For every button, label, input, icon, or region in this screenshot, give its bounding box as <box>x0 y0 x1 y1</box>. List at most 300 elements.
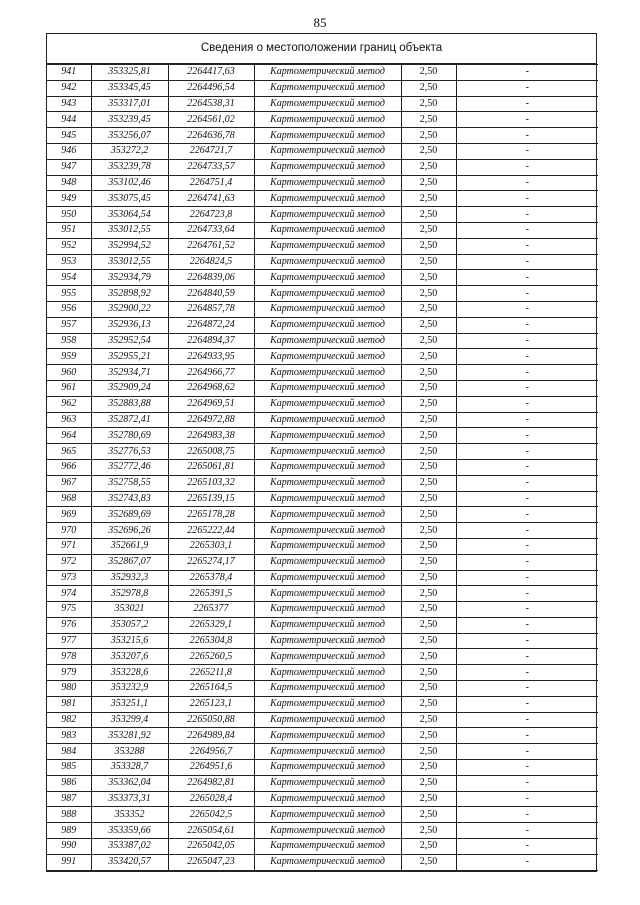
x-coordinate-cell: 353215,6 <box>91 633 168 649</box>
point-number-cell: 949 <box>47 191 91 207</box>
point-number-cell: 957 <box>47 317 91 333</box>
y-coordinate-cell: 2264840,59 <box>168 286 254 302</box>
accuracy-cell: 2,50 <box>401 854 456 870</box>
x-coordinate-cell: 353256,07 <box>91 128 168 144</box>
table-row <box>47 191 598 207</box>
point-number-cell: 986 <box>47 775 91 791</box>
table-row <box>47 459 598 475</box>
table-row <box>47 839 598 855</box>
method-cell: Картометрический метод <box>254 775 401 791</box>
x-coordinate-cell: 352872,41 <box>91 412 168 428</box>
y-coordinate-cell: 2264894,37 <box>168 333 254 349</box>
y-coordinate-cell: 2264839,06 <box>168 270 254 286</box>
x-coordinate-cell: 353207,6 <box>91 649 168 665</box>
table-row <box>47 696 598 712</box>
x-coordinate-cell: 353359,66 <box>91 823 168 839</box>
note-cell: - <box>456 191 598 207</box>
note-cell: - <box>456 65 598 81</box>
y-coordinate-cell: 2264733,57 <box>168 159 254 175</box>
point-number-cell: 991 <box>47 854 91 870</box>
method-cell: Картометрический метод <box>254 554 401 570</box>
x-coordinate-cell: 352932,3 <box>91 570 168 586</box>
accuracy-cell: 2,50 <box>401 459 456 475</box>
table-row <box>47 744 598 760</box>
note-cell: - <box>456 696 598 712</box>
x-coordinate-cell: 353325,81 <box>91 65 168 81</box>
accuracy-cell: 2,50 <box>401 475 456 491</box>
accuracy-cell: 2,50 <box>401 143 456 159</box>
x-coordinate-cell: 352776,53 <box>91 444 168 460</box>
boundary-table-sheet <box>46 33 597 872</box>
point-number-cell: 965 <box>47 444 91 460</box>
y-coordinate-cell: 2264983,38 <box>168 428 254 444</box>
point-number-cell: 953 <box>47 254 91 270</box>
point-number-cell: 950 <box>47 207 91 223</box>
note-cell: - <box>456 428 598 444</box>
table-row <box>47 475 598 491</box>
table-row <box>47 412 598 428</box>
x-coordinate-cell: 353420,57 <box>91 854 168 870</box>
y-coordinate-cell: 2265274,17 <box>168 554 254 570</box>
note-cell: - <box>456 175 598 191</box>
table-row <box>47 602 598 618</box>
y-coordinate-cell: 2264496,54 <box>168 80 254 96</box>
point-number-cell: 990 <box>47 839 91 855</box>
method-cell: Картометрический метод <box>254 270 401 286</box>
accuracy-cell: 2,50 <box>401 617 456 633</box>
note-cell: - <box>456 444 598 460</box>
point-number-cell: 946 <box>47 143 91 159</box>
table-row <box>47 238 598 254</box>
accuracy-cell: 2,50 <box>401 412 456 428</box>
table-row <box>47 254 598 270</box>
method-cell: Картометрический метод <box>254 365 401 381</box>
accuracy-cell: 2,50 <box>401 633 456 649</box>
accuracy-cell: 2,50 <box>401 396 456 412</box>
accuracy-cell: 2,50 <box>401 570 456 586</box>
note-cell: - <box>456 586 598 602</box>
method-cell: Картометрический метод <box>254 349 401 365</box>
note-cell: - <box>456 270 598 286</box>
accuracy-cell: 2,50 <box>401 444 456 460</box>
point-number-cell: 962 <box>47 396 91 412</box>
table-row <box>47 207 598 223</box>
page-number: 85 <box>313 15 327 30</box>
method-cell: Картометрический метод <box>254 602 401 618</box>
method-cell: Картометрический метод <box>254 80 401 96</box>
x-coordinate-cell: 353251,1 <box>91 696 168 712</box>
y-coordinate-cell: 2265050,88 <box>168 712 254 728</box>
table-row <box>47 491 598 507</box>
point-number-cell: 970 <box>47 523 91 539</box>
note-cell: - <box>456 301 598 317</box>
point-number-cell: 980 <box>47 681 91 697</box>
method-cell: Картометрический метод <box>254 491 401 507</box>
x-coordinate-cell: 353299,4 <box>91 712 168 728</box>
x-coordinate-cell: 353239,45 <box>91 112 168 128</box>
method-cell: Картометрический метод <box>254 238 401 254</box>
x-coordinate-cell: 352696,26 <box>91 523 168 539</box>
table-row <box>47 712 598 728</box>
x-coordinate-cell: 352936,13 <box>91 317 168 333</box>
x-coordinate-cell: 352772,46 <box>91 459 168 475</box>
point-number-cell: 981 <box>47 696 91 712</box>
point-number-cell: 956 <box>47 301 91 317</box>
x-coordinate-cell: 352909,24 <box>91 380 168 396</box>
method-cell: Картометрический метод <box>254 823 401 839</box>
method-cell: Картометрический метод <box>254 444 401 460</box>
point-number-cell: 945 <box>47 128 91 144</box>
x-coordinate-cell: 352689,69 <box>91 507 168 523</box>
x-coordinate-cell: 353345,45 <box>91 80 168 96</box>
x-coordinate-cell: 352758,55 <box>91 475 168 491</box>
accuracy-cell: 2,50 <box>401 80 456 96</box>
table-row <box>47 507 598 523</box>
point-number-cell: 960 <box>47 365 91 381</box>
point-number-cell: 978 <box>47 649 91 665</box>
point-number-cell: 988 <box>47 807 91 823</box>
note-cell: - <box>456 538 598 554</box>
accuracy-cell: 2,50 <box>401 665 456 681</box>
point-number-cell: 972 <box>47 554 91 570</box>
point-number-cell: 943 <box>47 96 91 112</box>
x-coordinate-cell: 353328,7 <box>91 760 168 776</box>
y-coordinate-cell: 2264561,02 <box>168 112 254 128</box>
note-cell: - <box>456 760 598 776</box>
method-cell: Картометрический метод <box>254 159 401 175</box>
method-cell: Картометрический метод <box>254 839 401 855</box>
accuracy-cell: 2,50 <box>401 681 456 697</box>
y-coordinate-cell: 2264723,8 <box>168 207 254 223</box>
note-cell: - <box>456 286 598 302</box>
table-row <box>47 333 598 349</box>
note-cell: - <box>456 744 598 760</box>
y-coordinate-cell: 2264417,63 <box>168 65 254 81</box>
table-row <box>47 681 598 697</box>
table-row <box>47 523 598 539</box>
accuracy-cell: 2,50 <box>401 112 456 128</box>
x-coordinate-cell: 353012,55 <box>91 254 168 270</box>
y-coordinate-cell: 2265139,15 <box>168 491 254 507</box>
note-cell: - <box>456 728 598 744</box>
x-coordinate-cell: 352661,9 <box>91 538 168 554</box>
point-number-cell: 941 <box>47 65 91 81</box>
accuracy-cell: 2,50 <box>401 760 456 776</box>
method-cell: Картометрический метод <box>254 507 401 523</box>
point-number-cell: 958 <box>47 333 91 349</box>
method-cell: Картометрический метод <box>254 681 401 697</box>
note-cell: - <box>456 507 598 523</box>
point-number-cell: 944 <box>47 112 91 128</box>
y-coordinate-cell: 2265164,5 <box>168 681 254 697</box>
point-number-cell: 976 <box>47 617 91 633</box>
note-cell: - <box>456 365 598 381</box>
note-cell: - <box>456 143 598 159</box>
point-number-cell: 982 <box>47 712 91 728</box>
accuracy-cell: 2,50 <box>401 238 456 254</box>
y-coordinate-cell: 2265329,1 <box>168 617 254 633</box>
x-coordinate-cell: 352883,88 <box>91 396 168 412</box>
x-coordinate-cell: 353012,55 <box>91 222 168 238</box>
table-row <box>47 760 598 776</box>
method-cell: Картометрический метод <box>254 380 401 396</box>
method-cell: Картометрический метод <box>254 649 401 665</box>
accuracy-cell: 2,50 <box>401 823 456 839</box>
note-cell: - <box>456 839 598 855</box>
method-cell: Картометрический метод <box>254 412 401 428</box>
x-coordinate-cell: 353057,2 <box>91 617 168 633</box>
point-number-cell: 979 <box>47 665 91 681</box>
method-cell: Картометрический метод <box>254 633 401 649</box>
accuracy-cell: 2,50 <box>401 191 456 207</box>
accuracy-cell: 2,50 <box>401 507 456 523</box>
method-cell: Картометрический метод <box>254 665 401 681</box>
note-cell: - <box>456 254 598 270</box>
accuracy-cell: 2,50 <box>401 744 456 760</box>
boundary-points-table <box>47 64 598 871</box>
method-cell: Картометрический метод <box>254 570 401 586</box>
y-coordinate-cell: 2264751,4 <box>168 175 254 191</box>
point-number-cell: 959 <box>47 349 91 365</box>
y-coordinate-cell: 2265378,4 <box>168 570 254 586</box>
note-cell: - <box>456 681 598 697</box>
y-coordinate-cell: 2265061,81 <box>168 459 254 475</box>
note-cell: - <box>456 823 598 839</box>
accuracy-cell: 2,50 <box>401 712 456 728</box>
method-cell: Картометрический метод <box>254 254 401 270</box>
method-cell: Картометрический метод <box>254 96 401 112</box>
note-cell: - <box>456 475 598 491</box>
table-row <box>47 112 598 128</box>
y-coordinate-cell: 2264824,5 <box>168 254 254 270</box>
accuracy-cell: 2,50 <box>401 175 456 191</box>
table-row <box>47 159 598 175</box>
table-row <box>47 80 598 96</box>
method-cell: Картометрический метод <box>254 523 401 539</box>
table-row <box>47 301 598 317</box>
point-number-cell: 971 <box>47 538 91 554</box>
x-coordinate-cell: 352955,21 <box>91 349 168 365</box>
note-cell: - <box>456 333 598 349</box>
y-coordinate-cell: 2265211,8 <box>168 665 254 681</box>
x-coordinate-cell: 352900,22 <box>91 301 168 317</box>
table-row <box>47 538 598 554</box>
point-number-cell: 977 <box>47 633 91 649</box>
x-coordinate-cell: 353352 <box>91 807 168 823</box>
x-coordinate-cell: 353387,02 <box>91 839 168 855</box>
table-row <box>47 286 598 302</box>
method-cell: Картометрический метод <box>254 617 401 633</box>
note-cell: - <box>456 633 598 649</box>
x-coordinate-cell: 353232,9 <box>91 681 168 697</box>
y-coordinate-cell: 2264989,84 <box>168 728 254 744</box>
accuracy-cell: 2,50 <box>401 254 456 270</box>
note-cell: - <box>456 412 598 428</box>
x-coordinate-cell: 353064,54 <box>91 207 168 223</box>
accuracy-cell: 2,50 <box>401 538 456 554</box>
table-row <box>47 143 598 159</box>
table-row <box>47 396 598 412</box>
table-row <box>47 365 598 381</box>
method-cell: Картометрический метод <box>254 191 401 207</box>
accuracy-cell: 2,50 <box>401 96 456 112</box>
x-coordinate-cell: 353239,78 <box>91 159 168 175</box>
x-coordinate-cell: 352898,92 <box>91 286 168 302</box>
x-coordinate-cell: 352994,52 <box>91 238 168 254</box>
point-number-cell: 975 <box>47 602 91 618</box>
note-cell: - <box>456 459 598 475</box>
point-number-cell: 955 <box>47 286 91 302</box>
y-coordinate-cell: 2265304,8 <box>168 633 254 649</box>
point-number-cell: 969 <box>47 507 91 523</box>
table-row <box>47 444 598 460</box>
point-number-cell: 964 <box>47 428 91 444</box>
table-row <box>47 428 598 444</box>
note-cell: - <box>456 112 598 128</box>
y-coordinate-cell: 2264721,7 <box>168 143 254 159</box>
x-coordinate-cell: 353317,01 <box>91 96 168 112</box>
method-cell: Картометрический метод <box>254 333 401 349</box>
point-number-cell: 984 <box>47 744 91 760</box>
accuracy-cell: 2,50 <box>401 159 456 175</box>
method-cell: Картометрический метод <box>254 854 401 870</box>
accuracy-cell: 2,50 <box>401 491 456 507</box>
accuracy-cell: 2,50 <box>401 380 456 396</box>
note-cell: - <box>456 96 598 112</box>
x-coordinate-cell: 352867,07 <box>91 554 168 570</box>
y-coordinate-cell: 2265178,28 <box>168 507 254 523</box>
method-cell: Картометрический метод <box>254 728 401 744</box>
y-coordinate-cell: 2264982,81 <box>168 775 254 791</box>
y-coordinate-cell: 2265391,5 <box>168 586 254 602</box>
table-row <box>47 128 598 144</box>
method-cell: Картометрический метод <box>254 301 401 317</box>
y-coordinate-cell: 2264933,95 <box>168 349 254 365</box>
y-coordinate-cell: 2264538,31 <box>168 96 254 112</box>
x-coordinate-cell: 352934,79 <box>91 270 168 286</box>
x-coordinate-cell: 352780,69 <box>91 428 168 444</box>
y-coordinate-cell: 2265054,61 <box>168 823 254 839</box>
accuracy-cell: 2,50 <box>401 222 456 238</box>
note-cell: - <box>456 380 598 396</box>
method-cell: Картометрический метод <box>254 286 401 302</box>
table-row <box>47 570 598 586</box>
x-coordinate-cell: 353075,45 <box>91 191 168 207</box>
table-row <box>47 554 598 570</box>
note-cell: - <box>456 317 598 333</box>
method-cell: Картометрический метод <box>254 112 401 128</box>
method-cell: Картометрический метод <box>254 65 401 81</box>
x-coordinate-cell: 353362,04 <box>91 775 168 791</box>
note-cell: - <box>456 159 598 175</box>
note-cell: - <box>456 649 598 665</box>
point-number-cell: 967 <box>47 475 91 491</box>
note-cell: - <box>456 523 598 539</box>
point-number-cell: 947 <box>47 159 91 175</box>
y-coordinate-cell: 2264872,24 <box>168 317 254 333</box>
method-cell: Картометрический метод <box>254 143 401 159</box>
note-cell: - <box>456 602 598 618</box>
note-cell: - <box>456 775 598 791</box>
table-row <box>47 222 598 238</box>
table-row <box>47 380 598 396</box>
point-number-cell: 948 <box>47 175 91 191</box>
x-coordinate-cell: 353281,92 <box>91 728 168 744</box>
method-cell: Картометрический метод <box>254 207 401 223</box>
accuracy-cell: 2,50 <box>401 775 456 791</box>
table-row <box>47 317 598 333</box>
accuracy-cell: 2,50 <box>401 696 456 712</box>
y-coordinate-cell: 2264966,77 <box>168 365 254 381</box>
note-cell: - <box>456 222 598 238</box>
y-coordinate-cell: 2264636,78 <box>168 128 254 144</box>
note-cell: - <box>456 791 598 807</box>
accuracy-cell: 2,50 <box>401 128 456 144</box>
table-row <box>47 775 598 791</box>
method-cell: Картометрический метод <box>254 586 401 602</box>
y-coordinate-cell: 2265028,4 <box>168 791 254 807</box>
point-number-cell: 983 <box>47 728 91 744</box>
x-coordinate-cell: 353373,31 <box>91 791 168 807</box>
x-coordinate-cell: 353272,2 <box>91 143 168 159</box>
point-number-cell: 987 <box>47 791 91 807</box>
method-cell: Картометрический метод <box>254 317 401 333</box>
y-coordinate-cell: 2264761,52 <box>168 238 254 254</box>
y-coordinate-cell: 2265042,5 <box>168 807 254 823</box>
table-title: Сведения о местоположении границ объекта <box>47 34 596 64</box>
y-coordinate-cell: 2265303,1 <box>168 538 254 554</box>
x-coordinate-cell: 353021 <box>91 602 168 618</box>
table-row <box>47 633 598 649</box>
accuracy-cell: 2,50 <box>401 839 456 855</box>
table-row <box>47 175 598 191</box>
y-coordinate-cell: 2265123,1 <box>168 696 254 712</box>
x-coordinate-cell: 352978,8 <box>91 586 168 602</box>
point-number-cell: 985 <box>47 760 91 776</box>
point-number-cell: 973 <box>47 570 91 586</box>
method-cell: Картометрический метод <box>254 396 401 412</box>
table-row <box>47 791 598 807</box>
accuracy-cell: 2,50 <box>401 586 456 602</box>
point-number-cell: 974 <box>47 586 91 602</box>
note-cell: - <box>456 396 598 412</box>
point-number-cell: 968 <box>47 491 91 507</box>
note-cell: - <box>456 570 598 586</box>
point-number-cell: 942 <box>47 80 91 96</box>
note-cell: - <box>456 617 598 633</box>
method-cell: Картометрический метод <box>254 222 401 238</box>
x-coordinate-cell: 352743,83 <box>91 491 168 507</box>
table-row <box>47 807 598 823</box>
method-cell: Картометрический метод <box>254 712 401 728</box>
point-number-cell: 951 <box>47 222 91 238</box>
accuracy-cell: 2,50 <box>401 301 456 317</box>
table-row <box>47 586 598 602</box>
table-row <box>47 65 598 81</box>
table-row <box>47 96 598 112</box>
y-coordinate-cell: 2264956,7 <box>168 744 254 760</box>
table-row <box>47 665 598 681</box>
accuracy-cell: 2,50 <box>401 649 456 665</box>
y-coordinate-cell: 2264951,6 <box>168 760 254 776</box>
table-row <box>47 349 598 365</box>
method-cell: Картометрический метод <box>254 696 401 712</box>
y-coordinate-cell: 2265047,23 <box>168 854 254 870</box>
note-cell: - <box>456 712 598 728</box>
accuracy-cell: 2,50 <box>401 286 456 302</box>
y-coordinate-cell: 2264733,64 <box>168 222 254 238</box>
x-coordinate-cell: 352952,54 <box>91 333 168 349</box>
